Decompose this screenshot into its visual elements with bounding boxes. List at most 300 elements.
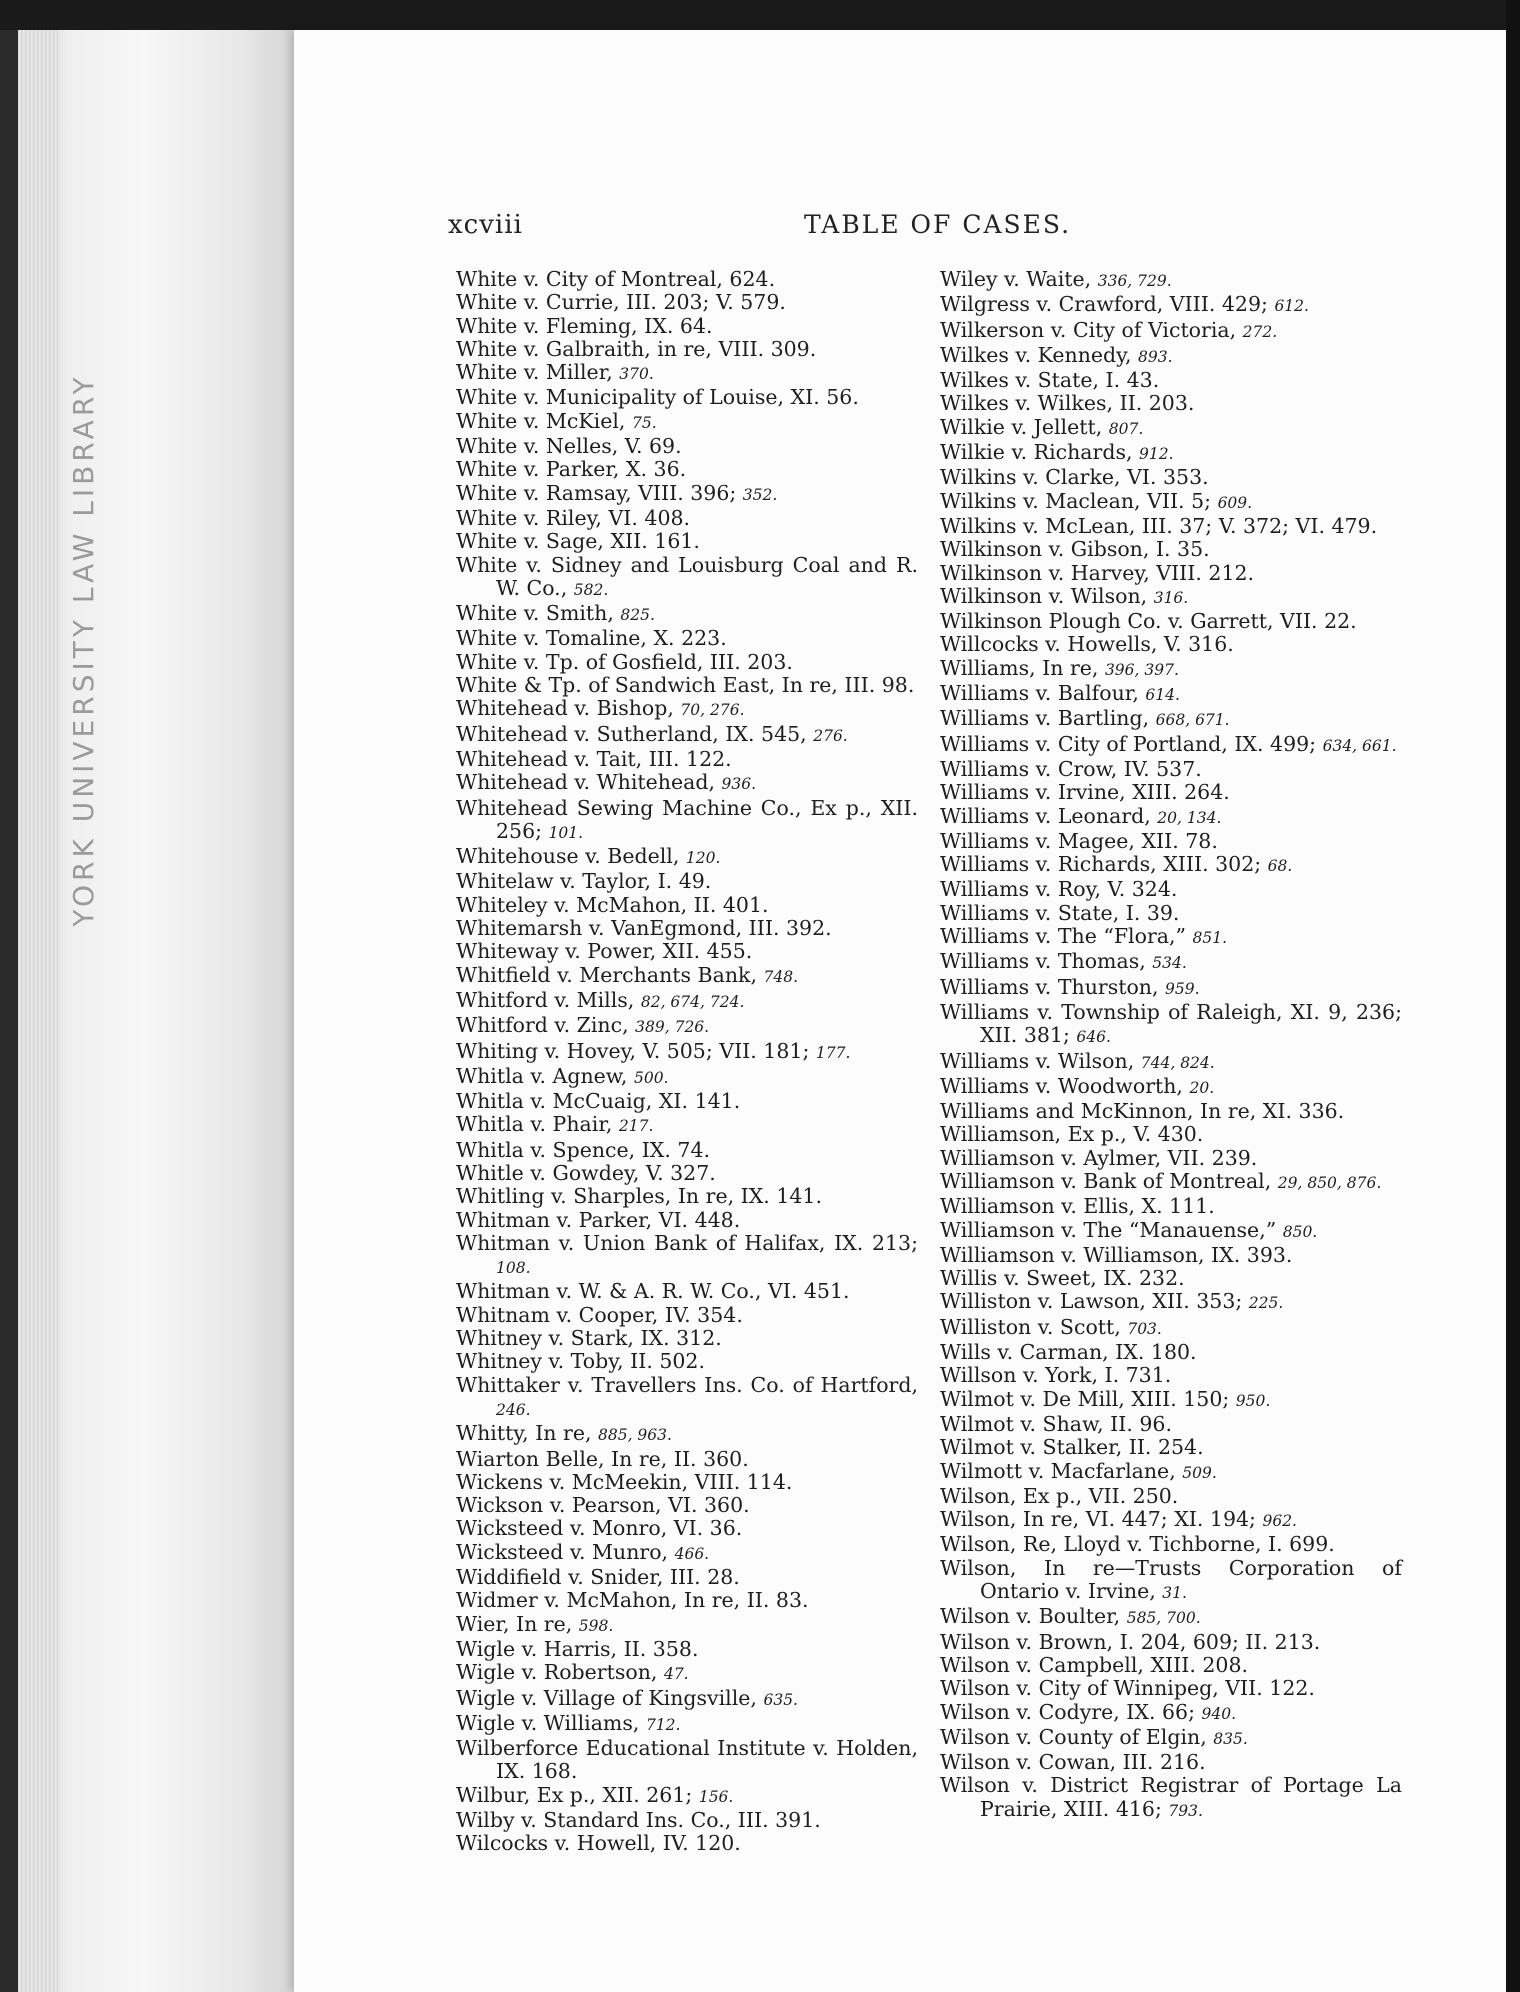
page: [294, 30, 1506, 1992]
case-citation: Williams v. Township of Raleigh, XI. 9, 236; XII. 381;: [940, 999, 1402, 1048]
case-citation: Whitehead v. Bishop,: [456, 696, 681, 721]
case-entry: [940, 490, 1402, 515]
page-reference: 466.: [674, 1544, 710, 1563]
case-entry: [456, 1209, 918, 1232]
page-reference: 614.: [1145, 686, 1180, 705]
case-entry: [940, 1774, 1402, 1823]
case-entry: [940, 733, 1402, 758]
case-citation: White v. Fleming, IX. 64.: [456, 313, 713, 338]
case-entry: [940, 902, 1402, 925]
case-entry: [456, 1162, 918, 1185]
case-entry: [940, 1244, 1402, 1267]
case-entry: [456, 651, 918, 674]
case-entry: [940, 585, 1402, 610]
case-citation: Whitemarsh v. VanEgmond, III. 392.: [456, 916, 832, 941]
case-entry: [456, 1471, 918, 1494]
case-entry: [940, 1677, 1402, 1700]
case-entry: [456, 1517, 918, 1540]
case-entry: [940, 1147, 1402, 1170]
case-entry: [940, 562, 1402, 585]
page-reference: 962.: [1262, 1512, 1297, 1531]
case-citation: Whiteley v. McMahon, II. 401.: [456, 892, 769, 917]
case-entry: [456, 1014, 918, 1039]
scan-background-right: [1506, 0, 1520, 1992]
case-citation: Whitney v. Stark, IX. 312.: [456, 1326, 722, 1351]
page-reference: 959.: [1165, 979, 1200, 998]
case-entry: [456, 771, 918, 796]
case-citation: Whitehead v. Whitehead,: [456, 770, 722, 795]
case-entry: [456, 870, 918, 893]
page-reference: 156.: [698, 1787, 734, 1806]
page-reference: 950.: [1235, 1391, 1271, 1410]
library-stamp: YORK UNIVERSITY LAW LIBRARY: [67, 373, 100, 927]
case-citation: Williams v. Balfour,: [940, 681, 1146, 706]
case-citation: Williams v. Roy, V. 324.: [940, 877, 1178, 902]
case-citation: White v. Miller,: [456, 360, 620, 385]
page-reference: 70, 276.: [680, 701, 745, 720]
case-citation: Whitman v. Union Bank of Halifax, IX. 213;: [456, 1230, 918, 1255]
case-citation: Wilson, Ex p., VII. 250.: [940, 1483, 1179, 1508]
page-reference: 370.: [619, 365, 654, 384]
case-entry: [456, 748, 918, 771]
case-citation: Whittaker v. Travellers Ins. Co. of Hartford,: [456, 1372, 918, 1397]
case-entry: [456, 1541, 918, 1566]
case-citation: Whitla v. Agnew,: [456, 1063, 634, 1088]
case-citation: Williams, In re,: [940, 655, 1105, 680]
page-reference: 47.: [663, 1665, 689, 1684]
case-citation: Whitty, In re,: [456, 1421, 598, 1446]
page-reference: 120.: [685, 849, 721, 868]
page-reference: 316.: [1153, 588, 1189, 607]
case-entry: [940, 1631, 1402, 1654]
case-entry: [940, 344, 1402, 369]
running-title: TABLE OF CASES.: [804, 210, 1072, 239]
case-citation: Wilberforce Educational Institute v. Holden, IX. 168.: [456, 1736, 918, 1784]
case-entry: [456, 410, 918, 435]
page-number: xcviii: [448, 210, 523, 240]
case-entry: [456, 1090, 918, 1113]
case-entry: [940, 392, 1402, 415]
case-citation: Wilkins v. McLean, III. 37; V. 372; VI. 479.: [940, 513, 1378, 538]
case-entry: [456, 1661, 918, 1686]
case-entry: [456, 1589, 918, 1612]
case-citation: Willis v. Sweet, IX. 232.: [940, 1266, 1185, 1291]
case-citation: Wigle v. Village of Kingsville,: [456, 1685, 764, 1710]
case-entry: [456, 627, 918, 650]
case-entry: [940, 1123, 1402, 1146]
case-citation: Williams v. Thurston,: [940, 974, 1166, 999]
page-reference: 885, 963.: [597, 1426, 672, 1445]
case-entry: [456, 1638, 918, 1661]
case-citation: Wickens v. McMeekin, VIII. 114.: [456, 1469, 793, 1494]
page-reference: 396, 397.: [1104, 660, 1179, 679]
case-citation: Williams v. Crow, IV. 537.: [940, 756, 1202, 781]
case-entry: [940, 1388, 1402, 1413]
page-reference: 744, 824.: [1140, 1053, 1215, 1072]
case-citation: Widdifield v. Snider, III. 28.: [456, 1565, 740, 1590]
case-citation: Whitfield v. Merchants Bank,: [456, 962, 764, 987]
case-entry: [940, 1001, 1402, 1050]
case-citation: White v. Sidney and Louisburg Coal and R. W. Co.,: [456, 552, 918, 600]
case-entry: [940, 1075, 1402, 1100]
case-entry: [456, 1139, 918, 1162]
case-entry: [940, 805, 1402, 830]
case-entry: [940, 1751, 1402, 1774]
case-citation: Wilkinson v. Wilson,: [940, 583, 1154, 608]
page-reference: 500.: [633, 1068, 669, 1087]
page-reference: 807.: [1108, 419, 1144, 438]
page-reference: 108.: [496, 1259, 531, 1278]
case-entry: [940, 1100, 1402, 1123]
case-entry: [456, 1784, 918, 1809]
case-entry: [456, 1280, 918, 1303]
case-citation: Wilby v. Standard Ins. Co., III. 391.: [456, 1808, 821, 1832]
case-citation: Williams v. State, I. 39.: [940, 900, 1180, 925]
case-entry: [940, 1726, 1402, 1751]
case-citation: Wilson v. District Registrar of Portage La Prairie, XIII. 416;: [940, 1773, 1402, 1821]
case-entry: [456, 1113, 918, 1138]
case-citation: Whitman v. Parker, VI. 448.: [456, 1207, 741, 1232]
case-citation: Whitehouse v. Bedell,: [456, 844, 686, 869]
case-citation: Wilson v. City of Winnipeg, VII. 122.: [940, 1676, 1315, 1701]
case-citation: Williams v. Irvine, XIII. 264.: [940, 780, 1230, 805]
case-citation: Williamson v. The “Manauense,”: [940, 1217, 1283, 1242]
case-citation: Whitelaw v. Taylor, I. 49.: [456, 869, 712, 894]
case-entry: [456, 291, 918, 314]
case-entry: [456, 1737, 918, 1784]
case-entry: [456, 1613, 918, 1638]
case-citation: Whitford v. Zinc,: [456, 1013, 636, 1038]
page-edges: [18, 30, 58, 1992]
case-citation: Williston v. Lawson, XII. 353;: [940, 1289, 1249, 1314]
case-citation: Wilbur, Ex p., XII. 261;: [456, 1782, 699, 1807]
page-reference: 703.: [1127, 1319, 1162, 1338]
case-citation: Wilson v. Cowan, III. 216.: [940, 1750, 1206, 1775]
case-entry: [456, 674, 918, 697]
case-entry: [456, 386, 918, 409]
case-entry: [456, 1065, 918, 1090]
case-entry: [940, 293, 1402, 318]
case-citation: Wickson v. Pearson, VI. 360.: [456, 1493, 750, 1518]
case-entry: [456, 1327, 918, 1350]
page-reference: 850.: [1282, 1222, 1318, 1241]
case-citation: Whitehead v. Sutherland, IX. 545,: [456, 721, 814, 746]
page-reference: 509.: [1182, 1463, 1217, 1482]
case-citation: Wilkinson Plough Co. v. Garrett, VII. 22.: [940, 609, 1357, 634]
page-reference: 352.: [742, 485, 778, 504]
page-reference: 336, 729.: [1097, 272, 1172, 290]
case-entry: [456, 554, 918, 603]
case-citation: Whiteway v. Power, XII. 455.: [456, 939, 753, 964]
page-reference: 793.: [1168, 1801, 1203, 1820]
case-citation: Wilkins v. Maclean, VII. 5;: [940, 488, 1218, 513]
case-citation: White v. Tp. of Gosfield, III. 203.: [456, 649, 793, 674]
case-entry: [940, 1460, 1402, 1485]
page-reference: 940.: [1201, 1704, 1237, 1723]
case-citation: Wilkinson v. Harvey, VIII. 212.: [940, 560, 1255, 585]
case-citation: White v. City of Montreal, 624.: [456, 267, 776, 291]
case-citation: Wilson v. Campbell, XIII. 208.: [940, 1652, 1249, 1677]
case-citation: Willson v. York, I. 731.: [940, 1363, 1172, 1388]
case-citation: Williams v. The “Flora,”: [940, 924, 1193, 949]
right-column: [940, 268, 1402, 1823]
case-entry: [940, 1170, 1402, 1195]
case-citation: Whitla v. Phair,: [456, 1112, 619, 1137]
case-entry: [456, 797, 918, 846]
case-entry: [456, 1566, 918, 1589]
case-entry: [940, 1316, 1402, 1341]
case-citation: Wigle v. Harris, II. 358.: [456, 1636, 699, 1661]
case-citation: Williamson v. Aylmer, VII. 239.: [940, 1145, 1258, 1170]
page-reference: 585, 700.: [1126, 1609, 1201, 1628]
case-citation: White v. Sage, XII. 161.: [456, 529, 700, 554]
case-entry: [456, 1809, 918, 1832]
case-citation: Williamson v. Ellis, X. 111.: [940, 1194, 1215, 1219]
page-reference: 582.: [573, 580, 609, 599]
case-citation: White v. Currie, III. 203; V. 579.: [456, 290, 786, 315]
case-entry: [940, 538, 1402, 561]
case-citation: Wiley v. Waite,: [940, 267, 1098, 291]
case-citation: Wilson, In re—Trusts Corporation of Ontario v. Irvine,: [940, 1555, 1402, 1604]
case-citation: Williams v. Wilson,: [940, 1048, 1141, 1073]
case-citation: Whitehead Sewing Machine Co., Ex p., XII. 256;: [456, 795, 918, 843]
case-citation: Whitney v. Toby, II. 502.: [456, 1349, 705, 1374]
case-entry: [940, 1533, 1402, 1556]
case-citation: White v. Municipality of Louise, XI. 56.: [456, 385, 859, 410]
case-entry: [456, 1374, 918, 1423]
case-citation: Wiarton Belle, In re, II. 360.: [456, 1446, 749, 1471]
case-citation: Wills v. Carman, IX. 180.: [940, 1340, 1197, 1365]
page-reference: 246.: [496, 1400, 531, 1419]
case-entry: [940, 1267, 1402, 1290]
case-citation: White v. Galbraith, in re, VIII. 309.: [456, 336, 817, 361]
case-citation: Whitehead v. Tait, III. 122.: [456, 746, 732, 771]
case-entry: [940, 1485, 1402, 1508]
case-entry: [940, 1508, 1402, 1533]
case-entry: [940, 682, 1402, 707]
case-citation: White v. Ramsay, VIII. 396;: [456, 480, 743, 505]
page-reference: 634, 661.: [1322, 736, 1397, 755]
scan-background-top: [0, 0, 1520, 30]
case-citation: Whiting v. Hovey, V. 505; VII. 181;: [456, 1038, 816, 1063]
page-reference: 29, 850, 876.: [1277, 1173, 1382, 1192]
case-citation: Widmer v. McMahon, In re, II. 83.: [456, 1588, 809, 1613]
case-entry: [456, 530, 918, 553]
case-entry: [456, 435, 918, 458]
case-citation: Whitling v. Sharples, In re, IX. 141.: [456, 1184, 822, 1209]
case-entry: [940, 830, 1402, 853]
case-entry: [940, 1701, 1402, 1726]
page-reference: 609.: [1217, 493, 1253, 512]
case-citation: Wilson v. County of Elgin,: [940, 1724, 1214, 1749]
case-citation: Wilgress v. Crawford, VIII. 429;: [940, 292, 1275, 317]
case-entry: [940, 1654, 1402, 1677]
page-reference: 598.: [578, 1616, 614, 1635]
page-reference: 893.: [1138, 347, 1173, 366]
page-reference: 835.: [1213, 1729, 1248, 1748]
case-citation: Wilkie v. Jellett,: [940, 414, 1109, 439]
case-entry: [940, 1050, 1402, 1075]
case-entry: [456, 338, 918, 361]
page-reference: 748.: [763, 967, 799, 986]
page-reference: 101.: [548, 823, 584, 842]
page-reference: 635.: [763, 1690, 798, 1709]
case-citation: Wier, In re,: [456, 1611, 579, 1636]
case-entry: [940, 515, 1402, 538]
case-citation: Wilkins v. Clarke, VI. 353.: [940, 465, 1209, 490]
case-citation: Williams v. Leonard,: [940, 803, 1158, 828]
case-entry: [940, 657, 1402, 682]
case-entry: [940, 369, 1402, 392]
case-citation: Williams v. City of Portland, IX. 499;: [940, 731, 1323, 756]
case-entry: [940, 758, 1402, 781]
case-citation: Whitla v. Spence, IX. 74.: [456, 1137, 711, 1162]
case-citation: White & Tp. of Sandwich East, In re, III. 98.: [456, 673, 915, 698]
case-entry: [456, 940, 918, 963]
case-citation: Wilson v. Brown, I. 204, 609; II. 213.: [940, 1629, 1321, 1654]
page-reference: 936.: [721, 775, 757, 794]
page-reference: 389, 726.: [635, 1018, 710, 1037]
page-reference: 177.: [815, 1043, 851, 1062]
case-citation: Whitnam v. Cooper, IV. 354.: [456, 1302, 743, 1327]
case-entry: [456, 602, 918, 627]
case-entry: [940, 1341, 1402, 1364]
page-reference: 712.: [645, 1715, 681, 1734]
page-reference: 646.: [1076, 1028, 1111, 1047]
case-citation: Wilmott v. Macfarlane,: [940, 1458, 1183, 1483]
case-citation: White v. Parker, X. 36.: [456, 457, 687, 482]
page-reference: 825.: [620, 606, 655, 625]
case-entry: [456, 917, 918, 940]
case-citation: Wilkes v. State, I. 43.: [940, 368, 1160, 393]
case-citation: White v. McKiel,: [456, 408, 632, 433]
case-entry: [940, 1413, 1402, 1436]
page-reference: 225.: [1248, 1294, 1284, 1313]
case-entry: [456, 458, 918, 481]
case-entry: [940, 1605, 1402, 1630]
case-entry: [456, 1304, 918, 1327]
page-reference: 612.: [1274, 297, 1309, 316]
case-citation: Wilkinson v. Gibson, I. 35.: [940, 537, 1210, 562]
case-citation: Whitla v. McCuaig, XI. 141.: [456, 1089, 741, 1114]
page-reference: 912.: [1139, 445, 1174, 464]
case-citation: Wigle v. Williams,: [456, 1710, 646, 1735]
case-citation: Wilmot v. Shaw, II. 96.: [940, 1411, 1172, 1436]
case-entry: [456, 507, 918, 530]
case-citation: Wicksteed v. Munro,: [456, 1539, 675, 1564]
case-citation: Whitle v. Gowdey, V. 327.: [456, 1160, 716, 1185]
case-citation: Wilkes v. Wilkes, II. 203.: [940, 391, 1195, 416]
case-entry: [940, 925, 1402, 950]
case-entry: [456, 268, 918, 291]
case-entry: [456, 845, 918, 870]
case-entry: [940, 1557, 1402, 1606]
page-reference: 20, 134.: [1157, 808, 1222, 827]
case-citation: Wilson, In re, VI. 447; XI. 194;: [940, 1507, 1263, 1532]
case-entry: [456, 482, 918, 507]
page-reference: 217.: [618, 1117, 654, 1136]
page-reference: 31.: [1162, 1584, 1187, 1603]
case-citation: Williams v. Bartling,: [940, 706, 1156, 731]
case-entry: [940, 976, 1402, 1001]
case-citation: Wilson, Re, Lloyd v. Tichborne, I. 699.: [940, 1532, 1335, 1557]
case-citation: Wilmot v. Stalker, II. 254.: [940, 1435, 1204, 1460]
case-citation: Whitford v. Mills,: [456, 987, 641, 1012]
case-entry: [456, 1832, 918, 1855]
case-citation: White v. Tomaline, X. 223.: [456, 626, 727, 651]
page-reference: 851.: [1192, 929, 1227, 948]
case-entry: [456, 1448, 918, 1471]
case-entry: [940, 319, 1402, 344]
case-citation: Williamson v. Bank of Montreal,: [940, 1168, 1278, 1193]
case-citation: Williams v. Richards, XIII. 302;: [940, 852, 1268, 877]
page-reference: 534.: [1152, 954, 1187, 973]
case-entry: [456, 315, 918, 338]
page-reference: 82, 674, 724.: [640, 992, 745, 1011]
case-citation: Wigle v. Robertson,: [456, 1660, 664, 1685]
case-citation: Wilkie v. Richards,: [940, 440, 1140, 465]
case-citation: Williams and McKinnon, In re, XI. 336.: [940, 1099, 1345, 1124]
case-citation: Wilcocks v. Howell, IV. 120.: [456, 1831, 741, 1856]
case-entry: [456, 989, 918, 1014]
page-reference: 75.: [631, 413, 657, 432]
case-entry: [456, 723, 918, 748]
case-entry: [940, 416, 1402, 441]
case-entry: [456, 1232, 918, 1281]
case-citation: Wilson v. Codyre, IX. 66;: [940, 1699, 1202, 1724]
case-citation: White v. Nelles, V. 69.: [456, 434, 682, 459]
case-entry: [940, 1195, 1402, 1218]
page-reference: 276.: [813, 726, 848, 745]
case-entry: [456, 1422, 918, 1447]
case-entry: [940, 1290, 1402, 1315]
case-entry: [940, 950, 1402, 975]
case-citation: Wilson v. Boulter,: [940, 1604, 1127, 1629]
page-reference: 68.: [1267, 857, 1293, 876]
case-citation: Wilkerson v. City of Victoria,: [940, 317, 1243, 342]
case-entry: [940, 1219, 1402, 1244]
case-citation: Williams v. Woodworth,: [940, 1073, 1190, 1098]
case-entry: [940, 1364, 1402, 1387]
case-entry: [456, 1040, 918, 1065]
case-entry: [456, 1350, 918, 1373]
case-citation: Wilkes v. Kennedy,: [940, 342, 1139, 367]
case-citation: Williamson, Ex p., V. 430.: [940, 1122, 1204, 1147]
case-citation: Whitman v. W. & A. R. W. Co., VI. 451.: [456, 1279, 850, 1304]
case-entry: [456, 361, 918, 386]
case-citation: Wilmot v. De Mill, XIII. 150;: [940, 1386, 1236, 1411]
case-entry: [940, 610, 1402, 633]
left-column: [456, 268, 918, 1856]
case-entry: [940, 707, 1402, 732]
case-entry: [456, 1185, 918, 1208]
case-entry: [940, 781, 1402, 804]
case-entry: [456, 1712, 918, 1737]
case-citation: Willcocks v. Howells, V. 316.: [940, 632, 1234, 657]
page-header: [294, 210, 1506, 250]
case-citation: Williamson v. Williamson, IX. 393.: [940, 1242, 1293, 1267]
case-citation: White v. Smith,: [456, 601, 621, 626]
case-entry: [940, 878, 1402, 901]
case-entry: [456, 894, 918, 917]
case-entry: [456, 697, 918, 722]
case-entry: [940, 441, 1402, 466]
case-entry: [456, 1494, 918, 1517]
case-citation: Williams v. Magee, XII. 78.: [940, 828, 1218, 853]
case-citation: Williston v. Scott,: [940, 1314, 1128, 1339]
case-entry: [940, 466, 1402, 489]
page-reference: 668, 671.: [1155, 711, 1230, 730]
